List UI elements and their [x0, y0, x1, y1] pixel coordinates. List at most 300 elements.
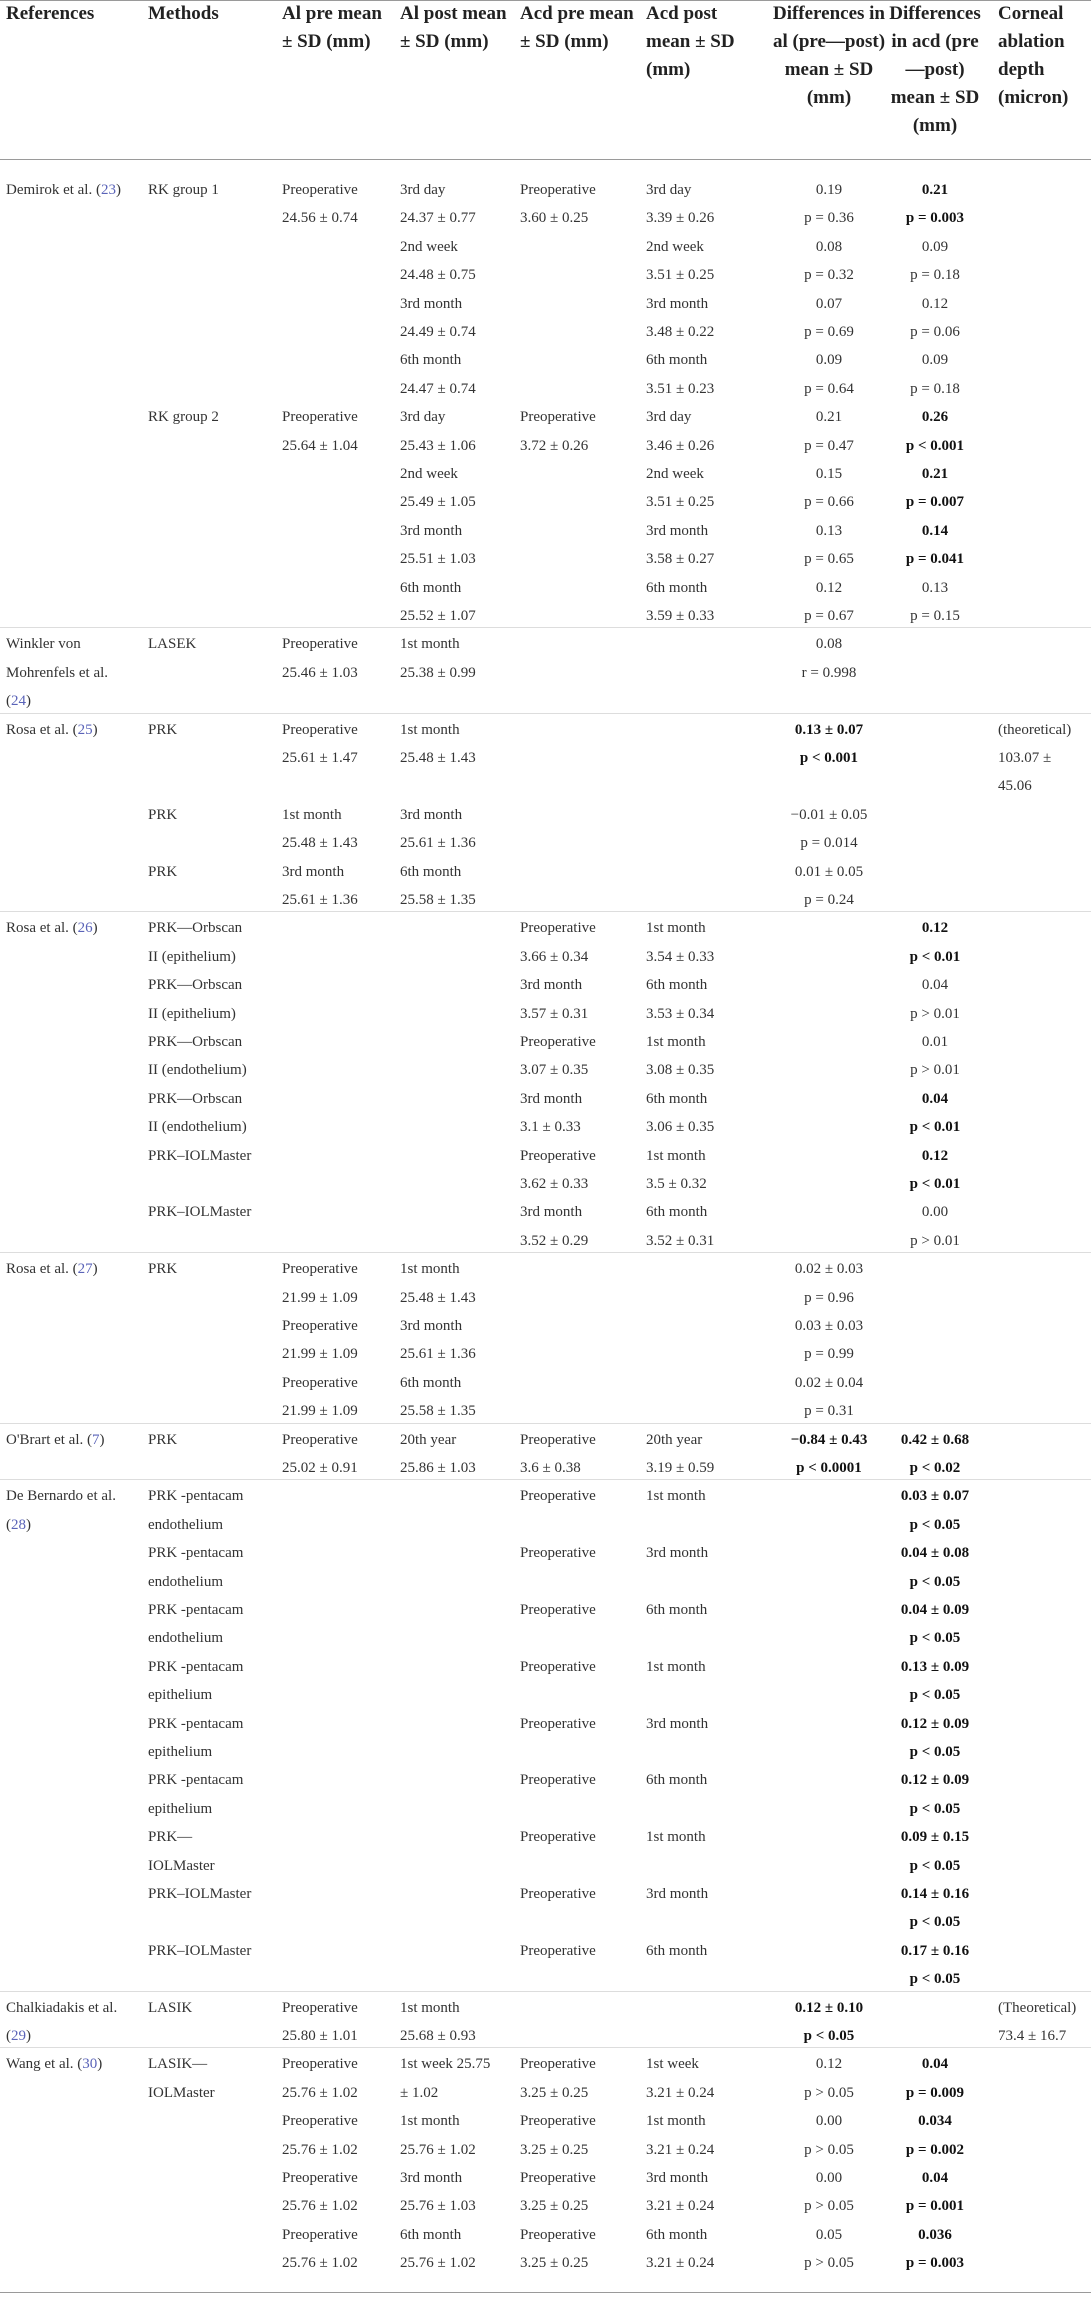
cell-acd-post: 3.08 ± 0.35: [646, 1062, 715, 1079]
reference-text: (: [6, 693, 11, 710]
cell-acd-pre: 3rd month: [520, 1204, 583, 1221]
cell-methods: RK group 2: [148, 409, 219, 426]
cell-al-post: 1st week 25.75: [400, 2056, 491, 2073]
header-acd-post: Acd post mean ± SD (mm): [646, 3, 735, 80]
cell-diff-acd: p < 0.05: [909, 1971, 961, 1988]
cell-acd-pre: Preoperative: [520, 2113, 596, 2130]
cell-diff-acd: 0.12: [921, 920, 949, 937]
cell-al-pre: 21.99 ± 1.09: [282, 1403, 358, 1420]
cell-acd-post: 3.21 ± 0.24: [646, 2084, 715, 2101]
cell-diff-al: 0.19: [815, 182, 843, 198]
cell-diff-acd: 0.14: [921, 522, 949, 539]
cell-acd-pre: 3.72 ± 0.26: [520, 437, 589, 454]
reference-close: ): [99, 1431, 105, 1448]
cell-diff-al: p = 0.31: [804, 1403, 854, 1420]
cell-al-pre: 25.61 ± 1.47: [282, 750, 358, 766]
cell-acd-post: 6th month: [646, 1602, 708, 1618]
cell-methods: PRK: [148, 1261, 178, 1278]
cell-diff-al: p > 0.05: [804, 2255, 854, 2272]
cell-acd-post: 3.54 ± 0.33: [646, 948, 715, 965]
cell-al-post: 25.52 ± 1.07: [400, 608, 476, 624]
header-diff-acd: Differences in acd (pre—post) mean ± SD (mm): [889, 3, 981, 136]
cell-diff-acd: p < 0.01: [909, 1119, 961, 1136]
cell-al-pre: Preoperative: [282, 1999, 358, 2016]
cell-diff-acd: p < 0.05: [909, 1630, 961, 1647]
cell-diff-acd: p = 0.009: [905, 2084, 965, 2101]
cell-diff-al: 0.21: [815, 409, 843, 426]
cell-al-post: 3rd month: [400, 522, 463, 539]
cell-methods: PRK–IOLMaster: [148, 1147, 252, 1164]
cell-acd-post: 3.52 ± 0.31: [646, 1232, 715, 1249]
cell-methods: PRK: [148, 721, 178, 738]
cell-methods: PRK -pentacam: [148, 1658, 244, 1675]
cell-diff-al: p < 0.05: [803, 2028, 855, 2044]
cell-acd-post: 3rd month: [646, 1715, 709, 1732]
cell-ablation: 73.4 ± 16.7: [998, 2028, 1067, 2044]
cell-methods: PRK: [148, 806, 178, 823]
cell-acd-pre: 3.25 ± 0.25: [520, 2255, 589, 2272]
cell-methods: IOLMaster: [148, 2084, 215, 2101]
cell-diff-acd: 0.034: [918, 2113, 952, 2130]
cell-al-post: 3rd month: [400, 2170, 463, 2186]
cell-diff-al: p = 0.36: [804, 210, 854, 227]
cell-al-pre: Preoperative: [282, 182, 358, 198]
cell-diff-acd: 0.42 ± 0.68: [900, 1431, 970, 1448]
cell-acd-post: 3.46 ± 0.26: [646, 437, 715, 454]
cell-reference: [6, 1511, 31, 1539]
cell-acd-post: 1st month: [646, 2113, 706, 2130]
cell-acd-post: 1st week: [646, 2056, 699, 2073]
cell-acd-pre: Preoperative: [520, 409, 596, 426]
cell-al-post: 25.76 ± 1.02: [400, 2255, 476, 2272]
cell-al-pre: 3rd month: [282, 863, 345, 880]
reference-text: Chalkiadakis et al.: [6, 1999, 118, 2016]
cell-acd-post: 3.51 ± 0.25: [646, 267, 715, 284]
cell-methods: LASEK: [148, 636, 197, 653]
cell-al-post: 3rd day: [400, 409, 446, 426]
cell-acd-post: 3rd month: [646, 1886, 709, 1902]
cell-methods: endothelium: [148, 1573, 223, 1590]
cell-methods: PRK—: [148, 1829, 193, 1846]
cell-diff-al: p = 0.32: [804, 267, 854, 284]
header-methods: Methods: [148, 3, 219, 24]
cell-acd-pre: Preoperative: [520, 1886, 596, 1902]
cell-ablation: 103.07 ±: [998, 750, 1052, 766]
cell-diff-acd: p < 0.001: [905, 437, 965, 454]
cell-methods: PRK–IOLMaster: [148, 1886, 252, 1902]
reference-close: ): [92, 721, 98, 738]
group-separator: [0, 2047, 1091, 2048]
cell-al-post: 25.61 ± 1.36: [400, 835, 476, 852]
cell-diff-acd: p = 0.003: [905, 2255, 965, 2272]
cell-al-post: 24.48 ± 0.75: [400, 267, 476, 284]
cell-diff-al: p > 0.05: [804, 2141, 854, 2158]
cell-acd-pre: 3.25 ± 0.25: [520, 2198, 589, 2215]
cell-acd-post: 1st month: [646, 1034, 706, 1050]
cell-al-post: 25.49 ± 1.05: [400, 494, 476, 511]
reference-close: ): [97, 2056, 103, 2073]
cell-al-post: 25.58 ± 1.35: [400, 892, 476, 908]
cell-al-pre: 25.02 ± 0.91: [282, 1460, 358, 1476]
cell-methods: epithelium: [148, 1687, 213, 1704]
cell-diff-acd: p = 0.002: [905, 2141, 965, 2158]
cell-reference: [6, 630, 81, 658]
cell-acd-post: 1st month: [646, 1147, 706, 1164]
cell-acd-pre: 3.62 ± 0.33: [520, 1176, 589, 1192]
cell-diff-acd: p < 0.05: [909, 1573, 961, 1590]
cell-diff-al: p = 0.67: [804, 608, 854, 624]
cell-reference: [6, 687, 31, 715]
cell-al-pre: 25.61 ± 1.36: [282, 892, 358, 908]
cell-al-post: 1st month: [400, 2113, 460, 2130]
cell-methods: II (epithelium): [148, 948, 236, 965]
header-diff-al: Differences in al (pre—post) mean ± SD (mm): [772, 3, 886, 108]
cell-al-post: 1st month: [400, 636, 460, 653]
cell-al-post: 25.38 ± 0.99: [400, 664, 476, 681]
cell-acd-post: 6th month: [646, 579, 708, 596]
cell-ablation: 45.06: [998, 778, 1032, 795]
cell-acd-post: 6th month: [646, 352, 708, 369]
cell-al-post: 2nd week: [400, 466, 458, 482]
cell-diff-al: 0.07: [815, 295, 843, 312]
cell-acd-pre: 3.52 ± 0.29: [520, 1232, 589, 1249]
cell-diff-al: p > 0.05: [804, 2084, 854, 2101]
cell-diff-al: 0.12: [815, 579, 843, 596]
cell-methods: PRK: [148, 1431, 178, 1448]
reference-number-link[interactable]: 25: [77, 721, 93, 738]
cell-diff-acd: p = 0.001: [905, 2198, 965, 2215]
cell-diff-acd: 0.21: [921, 182, 949, 198]
cell-diff-acd: 0.21: [921, 466, 949, 482]
cell-diff-acd: 0.17 ± 0.16: [900, 1942, 970, 1959]
cell-diff-al: 0.02 ± 0.03: [794, 1261, 864, 1278]
cell-al-post: 25.68 ± 0.93: [400, 2028, 476, 2044]
cell-acd-post: 3.06 ± 0.35: [646, 1119, 715, 1136]
cell-diff-al: 0.08: [815, 636, 843, 653]
cell-diff-acd: p < 0.05: [909, 1744, 961, 1760]
cell-diff-acd: p < 0.02: [909, 1460, 961, 1476]
cell-methods: II (epithelium): [148, 1005, 236, 1022]
cell-acd-pre: Preoperative: [520, 1147, 596, 1164]
cell-ablation: (theoretical): [998, 721, 1072, 738]
reference-text: Wang et al. (: [6, 2056, 83, 2073]
cell-al-pre: Preoperative: [282, 2113, 358, 2130]
cell-acd-pre: 3.60 ± 0.25: [520, 210, 589, 227]
cell-al-post: 3rd day: [400, 182, 446, 198]
cell-acd-pre: 3.57 ± 0.31: [520, 1005, 589, 1022]
cell-acd-post: 20th year: [646, 1431, 703, 1448]
cell-diff-al: 0.13: [815, 522, 843, 539]
cell-diff-acd: p = 0.18: [910, 380, 960, 397]
cell-diff-al: p > 0.05: [804, 2198, 854, 2215]
cell-diff-acd: 0.14 ± 0.16: [900, 1886, 970, 1902]
cell-diff-acd: 0.12 ± 0.09: [900, 1715, 970, 1732]
cell-al-post: 1st month: [400, 1999, 460, 2016]
cell-acd-post: 3rd month: [646, 2170, 709, 2186]
cell-diff-acd: p < 0.05: [909, 1516, 961, 1533]
cell-diff-al: 0.00: [815, 2170, 843, 2186]
cell-diff-acd: p = 0.15: [910, 608, 960, 624]
cell-acd-pre: Preoperative: [520, 920, 596, 937]
cell-al-pre: Preoperative: [282, 1261, 358, 1278]
cell-diff-al: p = 0.99: [804, 1346, 854, 1363]
cell-acd-post: 3.21 ± 0.24: [646, 2255, 715, 2272]
cell-reference: [6, 1994, 117, 2022]
cell-diff-acd: p = 0.041: [905, 551, 965, 568]
cell-acd-post: 2nd week: [646, 466, 704, 482]
reference-close: ): [92, 920, 98, 937]
cell-diff-acd: p > 0.01: [910, 1062, 960, 1079]
cell-methods: PRK: [148, 863, 178, 880]
cell-diff-al: p < 0.001: [799, 750, 859, 766]
cell-acd-post: 3.51 ± 0.23: [646, 380, 715, 397]
cell-acd-post: 2nd week: [646, 238, 704, 255]
reference-text: Rosa et al. (: [6, 1261, 78, 1278]
cell-acd-post: 1st month: [646, 1488, 706, 1505]
cell-diff-acd: p = 0.18: [910, 267, 960, 284]
cell-diff-al: p = 0.65: [804, 551, 854, 568]
cell-methods: IOLMaster: [148, 1857, 215, 1874]
cell-acd-pre: Preoperative: [520, 1942, 596, 1959]
cell-methods: PRK–IOLMaster: [148, 1204, 252, 1221]
cell-diff-acd: p > 0.01: [910, 1005, 960, 1022]
cell-methods: RK group 1: [148, 182, 219, 198]
cell-diff-al: p = 0.69: [804, 324, 854, 340]
reference-text: Rosa et al. (: [6, 920, 78, 937]
cell-al-pre: 1st month: [282, 806, 342, 823]
cell-diff-acd: 0.13: [921, 579, 949, 596]
cell-acd-post: 6th month: [646, 1942, 708, 1959]
cell-acd-post: 6th month: [646, 1772, 708, 1789]
cell-acd-post: 6th month: [646, 1204, 708, 1221]
cell-acd-post: 6th month: [646, 1090, 708, 1107]
cell-diff-acd: 0.12 ± 0.09: [900, 1772, 970, 1789]
cell-al-pre: Preoperative: [282, 2226, 358, 2243]
cell-diff-acd: p = 0.007: [905, 494, 965, 511]
reference-number-link[interactable]: 28: [11, 1516, 26, 1533]
cell-al-pre: Preoperative: [282, 2170, 358, 2186]
cell-acd-pre: 3.25 ± 0.25: [520, 2084, 589, 2101]
cell-methods: LASIK: [148, 1999, 193, 2016]
cell-reference: [6, 1426, 105, 1454]
cell-diff-al: p = 0.66: [804, 494, 854, 511]
cell-ablation: (Theoretical): [998, 1999, 1077, 2016]
cell-acd-post: 1st month: [646, 1829, 706, 1846]
cell-al-post: 24.37 ± 0.77: [400, 210, 476, 227]
cell-diff-acd: 0.26: [921, 409, 949, 426]
cell-acd-pre: Preoperative: [520, 1715, 596, 1732]
cell-diff-acd: p < 0.05: [909, 1857, 961, 1874]
cell-methods: endothelium: [148, 1630, 223, 1647]
cell-diff-acd: 0.04: [921, 1090, 949, 1107]
cell-acd-pre: 3.07 ± 0.35: [520, 1062, 589, 1079]
reference-text: Demirok et al. (: [6, 182, 101, 198]
cell-acd-pre: 3.25 ± 0.25: [520, 2141, 589, 2158]
group-separator: [0, 1991, 1091, 1992]
cell-acd-pre: 3rd month: [520, 1090, 583, 1107]
cell-diff-al: r = 0.998: [801, 664, 857, 681]
reference-close: ): [26, 1516, 31, 1533]
reference-number-link[interactable]: 24: [11, 693, 26, 710]
cell-diff-al: p = 0.96: [804, 1289, 854, 1306]
cell-diff-acd: p = 0.06: [910, 324, 960, 340]
reference-text: (: [6, 2028, 11, 2044]
cell-acd-post: 3rd month: [646, 1545, 709, 1562]
cell-diff-acd: 0.00: [921, 1204, 949, 1221]
cell-al-post: 6th month: [400, 352, 462, 369]
cell-diff-al: 0.15: [815, 466, 843, 482]
cell-acd-pre: 3.66 ± 0.34: [520, 948, 589, 965]
cell-diff-acd: 0.036: [918, 2226, 952, 2243]
cell-al-pre: Preoperative: [282, 1374, 358, 1391]
cell-diff-acd: 0.03 ± 0.07: [900, 1488, 970, 1505]
cell-al-pre: Preoperative: [282, 1431, 358, 1448]
cell-al-pre: 24.56 ± 0.74: [282, 210, 358, 227]
reference-number-link[interactable]: 29: [11, 2028, 26, 2044]
cell-al-pre: 25.46 ± 1.03: [282, 664, 358, 681]
cell-acd-pre: 3.6 ± 0.38: [520, 1460, 581, 1476]
cell-methods: PRK—Orbscan: [148, 1034, 243, 1050]
cell-acd-pre: Preoperative: [520, 182, 596, 198]
cell-al-post: 25.51 ± 1.03: [400, 551, 476, 568]
cell-acd-pre: Preoperative: [520, 1658, 596, 1675]
cell-diff-acd: 0.01: [921, 1034, 949, 1050]
reference-text: O'Brart et al. (: [6, 1431, 93, 1448]
cell-acd-post: 1st month: [646, 920, 706, 937]
cell-al-pre: 21.99 ± 1.09: [282, 1289, 358, 1306]
cell-diff-al: 0.03 ± 0.03: [794, 1318, 864, 1334]
cell-reference: [6, 1255, 98, 1283]
reference-close: ): [26, 693, 31, 710]
cell-reference: [6, 914, 98, 942]
cell-acd-post: 3.53 ± 0.34: [646, 1005, 715, 1022]
cell-methods: PRK -pentacam: [148, 1602, 244, 1618]
cell-diff-acd: 0.04 ± 0.08: [900, 1545, 970, 1562]
cell-al-pre: 25.48 ± 1.43: [282, 835, 358, 852]
cell-al-post: 25.86 ± 1.03: [400, 1460, 476, 1476]
cell-al-pre: 25.76 ± 1.02: [282, 2084, 358, 2101]
cell-al-pre: 25.64 ± 1.04: [282, 437, 358, 454]
reference-number-link[interactable]: 30: [82, 2056, 98, 2073]
cell-al-post: 6th month: [400, 579, 462, 596]
cell-acd-post: 3.21 ± 0.24: [646, 2141, 715, 2158]
cell-al-pre: 25.76 ± 1.02: [282, 2141, 358, 2158]
cell-acd-pre: Preoperative: [520, 1034, 596, 1050]
reference-text: De Bernardo et al.: [6, 1488, 116, 1505]
cell-al-pre: Preoperative: [282, 2056, 358, 2073]
cell-diff-al: −0.84 ± 0.43: [790, 1431, 868, 1448]
header-al-post: Al post mean ± SD (mm): [400, 3, 507, 52]
cell-acd-post: 3.5 ± 0.32: [646, 1176, 707, 1192]
reference-close: ): [115, 182, 121, 198]
group-separator: [0, 1423, 1091, 1424]
cell-diff-al: p = 0.47: [804, 437, 854, 454]
cell-al-post: 25.58 ± 1.35: [400, 1403, 476, 1420]
cell-diff-al: 0.13 ± 0.07: [794, 721, 864, 738]
cell-diff-al: 0.02 ± 0.04: [794, 1374, 864, 1391]
cell-al-pre: 25.76 ± 1.02: [282, 2255, 358, 2272]
cell-acd-pre: Preoperative: [520, 2170, 596, 2186]
reference-number-link[interactable]: 7: [92, 1431, 100, 1448]
header-acd-pre: Acd pre mean ± SD (mm): [520, 3, 634, 52]
cell-diff-al: p < 0.0001: [796, 1460, 862, 1476]
cell-diff-al: 0.12: [815, 2056, 843, 2073]
cell-al-post: 6th month: [400, 1374, 462, 1391]
cell-diff-acd: 0.09: [921, 352, 949, 369]
cell-al-post: 6th month: [400, 2226, 462, 2243]
cell-al-post: 3rd month: [400, 806, 463, 823]
cell-al-pre: Preoperative: [282, 636, 358, 653]
group-separator: [0, 1252, 1091, 1253]
cell-acd-post: 3.58 ± 0.27: [646, 551, 715, 568]
cell-diff-acd: p < 0.05: [909, 1914, 961, 1931]
cell-al-post: 2nd week: [400, 238, 458, 255]
cell-acd-pre: Preoperative: [520, 1431, 596, 1448]
cell-acd-pre: Preoperative: [520, 1545, 596, 1562]
cell-reference: [6, 2022, 31, 2050]
cell-al-post: 25.76 ± 1.02: [400, 2141, 476, 2158]
cell-al-post: 3rd month: [400, 1318, 463, 1334]
cell-diff-acd: p < 0.05: [909, 1800, 961, 1817]
cell-acd-post: 3rd day: [646, 182, 692, 198]
cell-acd-post: 6th month: [646, 977, 708, 994]
cell-acd-post: 3.51 ± 0.25: [646, 494, 715, 511]
group-separator: [0, 713, 1091, 714]
cell-diff-acd: p < 0.01: [909, 948, 961, 965]
header-al-pre: Al pre mean ± SD (mm): [282, 3, 382, 52]
cell-methods: PRK—Orbscan: [148, 920, 243, 937]
cell-acd-post: 3.48 ± 0.22: [646, 324, 715, 340]
cell-al-pre: Preoperative: [282, 721, 358, 738]
cell-diff-acd: 0.09 ± 0.15: [900, 1829, 970, 1846]
reference-text: Winkler von: [6, 636, 81, 653]
cell-methods: LASIK—: [148, 2056, 208, 2073]
header-rule: [0, 159, 1091, 160]
group-separator: [0, 911, 1091, 912]
cell-acd-post: 3rd day: [646, 409, 692, 426]
cell-methods: PRK—Orbscan: [148, 977, 243, 994]
cell-diff-acd: p = 0.003: [905, 210, 965, 227]
cell-reference: [6, 1482, 116, 1510]
cell-acd-post: 1st month: [646, 1658, 706, 1675]
bottom-rule: [0, 2292, 1091, 2293]
cell-diff-al: −0.01 ± 0.05: [790, 806, 868, 823]
reference-text: (: [6, 1516, 11, 1533]
cell-al-post: 1st month: [400, 721, 460, 738]
cell-diff-acd: 0.04 ± 0.09: [900, 1602, 970, 1618]
cell-diff-acd: 0.09: [921, 238, 949, 255]
cell-al-post: 25.43 ± 1.06: [400, 437, 476, 454]
cell-methods: PRK -pentacam: [148, 1715, 244, 1732]
cell-diff-acd: 0.13 ± 0.09: [900, 1658, 970, 1675]
cell-al-post: 24.47 ± 0.74: [400, 380, 476, 397]
cell-diff-al: 0.12 ± 0.10: [794, 1999, 864, 2016]
reference-number-link[interactable]: 27: [77, 1261, 93, 1278]
cell-methods: epithelium: [148, 1744, 213, 1760]
cell-diff-acd: 0.04: [921, 2056, 949, 2073]
cell-al-pre: 25.80 ± 1.01: [282, 2028, 358, 2044]
cell-methods: PRK–IOLMaster: [148, 1942, 252, 1959]
cell-acd-post: 3rd month: [646, 295, 709, 312]
cell-al-pre: Preoperative: [282, 409, 358, 426]
reference-number-link[interactable]: 23: [100, 182, 116, 198]
cell-acd-pre: Preoperative: [520, 2056, 596, 2073]
reference-number-link[interactable]: 26: [77, 920, 93, 937]
group-separator: [0, 627, 1091, 628]
reference-close: ): [26, 2028, 31, 2044]
cell-diff-al: 0.08: [815, 238, 843, 255]
cell-methods: II (endothelium): [148, 1119, 247, 1136]
